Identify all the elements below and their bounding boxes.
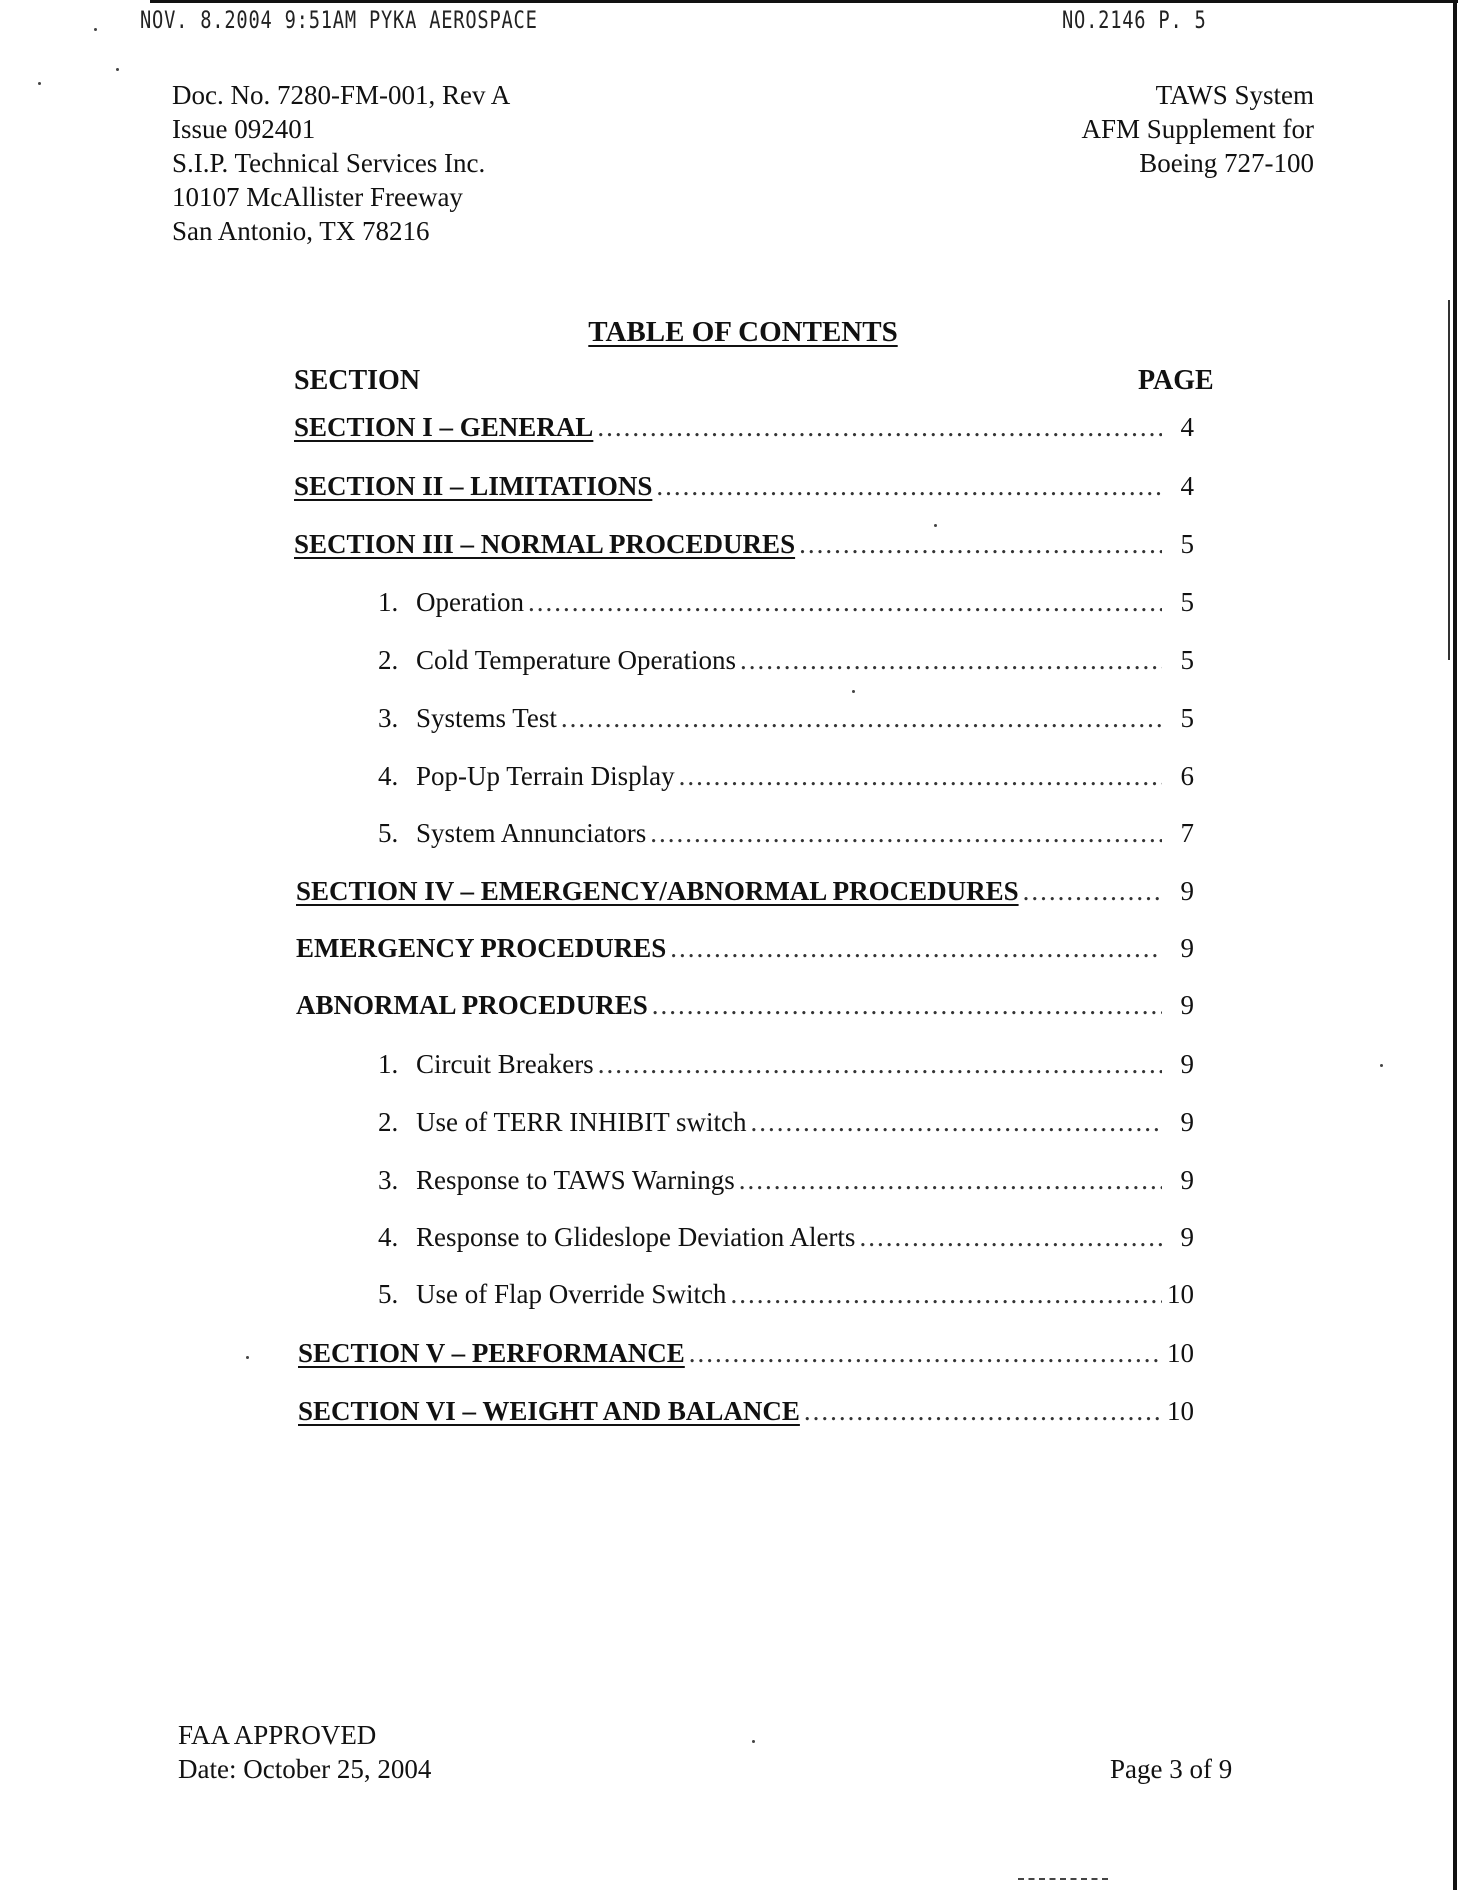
toc-entry-title: SECTION I – GENERAL (294, 412, 594, 442)
street-address: 10107 McAllister Freeway (172, 182, 463, 212)
toc-leader-dots (740, 645, 1162, 676)
toc-leader-dots (650, 818, 1162, 849)
approval-label: FAA APPROVED (178, 1720, 377, 1750)
toc-entry-page: 5 (1180, 587, 1194, 617)
toc-entry-number: 4. (378, 1222, 399, 1252)
city-state-zip: San Antonio, TX 78216 (172, 216, 430, 246)
toc-entry-page: 10 (1167, 1396, 1194, 1426)
toc-leader-dots (652, 990, 1162, 1021)
system-name: TAWS System (1155, 80, 1314, 110)
toc-entry-number: 2. (378, 645, 399, 675)
toc-leader-dots (656, 471, 1162, 502)
toc-leader-dots (689, 1338, 1162, 1369)
scan-speck (1380, 1064, 1383, 1067)
toc-entry-number: 4. (378, 761, 399, 791)
toc-entry (296, 876, 1194, 912)
scan-speck (116, 68, 119, 71)
page-number: Page 3 of 9 (1110, 1754, 1233, 1784)
toc-entry-title: EMERGENCY PROCEDURES (296, 933, 667, 963)
toc-entry-page: 9 (1180, 990, 1194, 1020)
toc-leader-dots (1023, 876, 1162, 907)
toc-entry (298, 1338, 1194, 1374)
toc-entry (296, 990, 1194, 1026)
toc-leader-dots (730, 1279, 1162, 1310)
scan-border-right (1453, 0, 1457, 1890)
toc-entry-title: Pop-Up Terrain Display (416, 761, 675, 791)
toc-entry-title: SECTION VI – WEIGHT AND BALANCE (298, 1396, 800, 1426)
toc-leader-dots (528, 587, 1162, 618)
toc-entry-title: SECTION II – LIMITATIONS (294, 471, 653, 501)
scan-speck (934, 524, 937, 527)
toc-entry-title: Cold Temperature Operations (416, 645, 737, 675)
toc-entry-title: Circuit Breakers (416, 1049, 594, 1079)
fax-header-right: NO.2146 P. 5 (1062, 6, 1207, 34)
toc-entry-page: 9 (1180, 1107, 1194, 1137)
toc-entry (298, 1396, 1194, 1432)
toc-leader-dots (561, 703, 1162, 734)
toc-leader-dots (679, 761, 1162, 792)
toc-entry-title: Operation (416, 587, 524, 617)
doc-number: Doc. No. 7280-FM-001, Rev A (172, 80, 511, 110)
scan-speck (246, 1356, 249, 1359)
toc-leader-dots (804, 1396, 1162, 1427)
toc-leader-dots (598, 1049, 1162, 1080)
toc-entry-number: 5. (378, 818, 399, 848)
toc-entry-number: 1. (378, 1049, 399, 1079)
scan-dash (1018, 1878, 1108, 1880)
toc-entry (378, 1049, 1194, 1085)
toc-entry-number: 3. (378, 703, 399, 733)
toc-entry (378, 703, 1194, 739)
toc-entry-title: ABNORMAL PROCEDURES (296, 990, 648, 1020)
toc-leader-dots (859, 1222, 1162, 1253)
toc-entry-title: Use of TERR INHIBIT switch (416, 1107, 747, 1137)
toc-entry-page: 9 (1180, 1049, 1194, 1079)
toc-entry-page: 9 (1180, 1165, 1194, 1195)
toc-entry-page: 5 (1180, 703, 1194, 733)
toc-entry (378, 645, 1194, 681)
toc-leader-dots (597, 412, 1162, 443)
toc-entry-page: 6 (1180, 761, 1194, 791)
toc-entry-page: 9 (1180, 933, 1194, 963)
toc-column-section: SECTION (294, 365, 421, 396)
toc-entry-page: 5 (1180, 529, 1194, 559)
toc-leader-dots (750, 1107, 1162, 1138)
toc-entry-number: 1. (378, 587, 399, 617)
scan-speck (94, 28, 97, 31)
toc-entry-page: 4 (1180, 412, 1194, 442)
issue-number: Issue 092401 (172, 114, 316, 144)
aircraft-model: Boeing 727-100 (1139, 148, 1314, 178)
company-name: S.I.P. Technical Services Inc. (172, 148, 486, 178)
scan-border-right-inner (1448, 300, 1450, 660)
toc-heading-text: TABLE OF CONTENTS (588, 316, 898, 348)
toc-entry-page: 9 (1180, 876, 1194, 906)
toc-heading (0, 316, 1458, 349)
toc-entry-title: Response to TAWS Warnings (416, 1165, 735, 1195)
toc-leader-dots (799, 529, 1162, 560)
toc-entry-number: 2. (378, 1107, 399, 1137)
scan-speck (752, 1740, 755, 1743)
scan-border-top (150, 0, 1458, 3)
scan-speck (852, 690, 855, 693)
toc-entry-title: Systems Test (416, 703, 557, 733)
toc-entry-title: SECTION IV – EMERGENCY/ABNORMAL PROCEDURES (296, 876, 1019, 906)
toc-entry-page: 7 (1180, 818, 1194, 848)
toc-entry (294, 529, 1194, 565)
toc-entry (378, 818, 1194, 854)
toc-entry-title: SECTION III – NORMAL PROCEDURES (294, 529, 796, 559)
toc-entry-title: SECTION V – PERFORMANCE (298, 1338, 685, 1368)
toc-entry (294, 412, 1194, 448)
toc-column-page: PAGE (1138, 365, 1214, 396)
fax-header-left: NOV. 8.2004 9:51AM PYKA AEROSPACE (140, 6, 538, 34)
toc-entry-title: Use of Flap Override Switch (416, 1279, 727, 1309)
toc-entry-page: 5 (1180, 645, 1194, 675)
toc-entry (378, 1107, 1194, 1143)
toc-entry-page: 10 (1167, 1338, 1194, 1368)
doc-info-block (172, 78, 510, 248)
doc-title-block (1082, 78, 1315, 180)
toc-entry-title: System Annunciators (416, 818, 647, 848)
toc-entry-page: 4 (1180, 471, 1194, 501)
supplement-label: AFM Supplement for (1081, 114, 1314, 144)
toc-leader-dots (739, 1165, 1162, 1196)
toc-entry (294, 471, 1194, 507)
toc-entry (296, 933, 1194, 969)
approval-date: Date: October 25, 2004 (178, 1754, 432, 1784)
scan-speck (38, 82, 41, 85)
toc-entry (378, 587, 1194, 623)
toc-entry-number: 3. (378, 1165, 399, 1195)
toc-entry-number: 5. (378, 1279, 399, 1309)
toc-entry (378, 1222, 1194, 1258)
toc-entry (378, 1165, 1194, 1201)
toc-leader-dots (670, 933, 1162, 964)
toc-entry-page: 9 (1180, 1222, 1194, 1252)
toc-entry-title: Response to Glideslope Deviation Alerts (416, 1222, 856, 1252)
toc-entry (378, 761, 1194, 797)
toc-entry-page: 10 (1167, 1279, 1194, 1309)
toc-entry (378, 1279, 1194, 1315)
footer-approval-block (178, 1718, 431, 1786)
